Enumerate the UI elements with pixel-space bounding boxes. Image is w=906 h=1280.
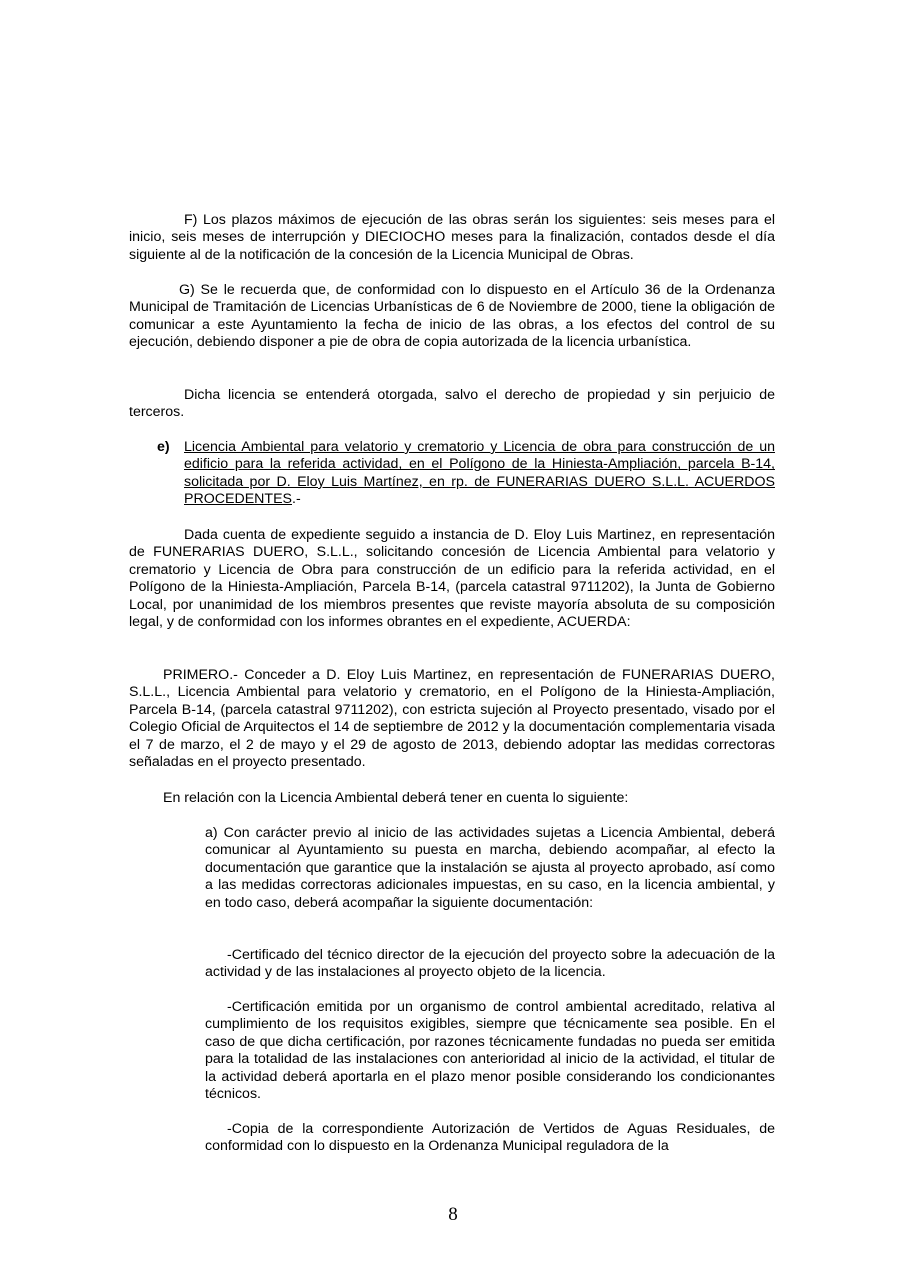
paragraph-copia-autorizacion: -Copia de la correspondiente Autorización de Vertidos de Aguas Residuales, de conformidad con lo dispuesto en la Ordenanza Municipal reguladora de la [205,1121,775,1155]
paragraph-dicha-licencia: Dicha licencia se entenderá otorgada, salvo el derecho de propiedad y sin perjuicio de terceros. [129,387,775,421]
item-e-underlined-text: Licencia Ambiental para velatorio y crematorio y Licencia de obra para construcción de un edificio para la referida actividad, en el Polígono de la Hiniesta-Ampliación, parcela B-14, solicitada por D. Eloy Luis Martínez, en rp. de FUNERARIAS DUERO S.L.L. ACUERDOS PROCEDENTES [184,439,775,508]
subparagraph-a: a) Con carácter previo al inicio de las actividades sujetas a Licencia Ambiental, deberá comunicar al Ayuntamiento su puesta en marcha, debiendo acompañar, al efecto la documentación que garantice que la instalación se ajusta al proyecto aprobado, así como a las medidas correctoras adicionales impuestas, en su caso, en la licencia ambiental, y en todo caso, deberá acompañar la siguiente documentación: [205,825,775,911]
item-e-heading [184,439,775,509]
page-number: 8 [448,1204,458,1225]
item-e-suffix: .- [292,491,301,508]
paragraph-primero: PRIMERO.- Conceder a D. Eloy Luis Martinez, en representación de FUNERARIAS DUERO, S.L.L., Licencia Ambiental para velatorio y crematorio, en el Polígono de la Hiniesta-Ampliación, Parcela B-14, (parcela catastral 9711202), con estricta sujeción al Proyecto presentado, visado por el Colegio Oficial de Arquitectos el 14 de septiembre de 2012 y la documentación complementaria visada el 7 de marzo, el 2 de mayo y el 29 de agosto de 2013, debiendo adoptar las medidas correctoras señaladas en el proyecto presentado. [129,667,775,771]
paragraph-en-relacion: En relación con la Licencia Ambiental deberá tener en cuenta lo siguiente: [163,790,629,806]
item-e-label: e) [157,439,170,455]
paragraph-certificacion-organismo: -Certificación emitida por un organismo de control ambiental acreditado, relativa al cumplimiento de los requisitos exigibles, siempre que técnicamente sea posible. En el caso de que dicha certificación, por razones técnicamente fundadas no pueda ser emitida para la totalidad de las instalaciones con anterioridad al inicio de la actividad, el titular de la actividad deberá aportarla en el plazo menor posible considerando los condicionantes técnicos. [205,999,775,1103]
paragraph-f: F) Los plazos máximos de ejecución de las obras serán los siguientes: seis meses para el inicio, seis meses de interrupción y DIECIOCHO meses para la finalización, contados desde el día siguiente al de la notificación de la concesión de la Licencia Municipal de Obras. [129,212,775,263]
paragraph-certificado-tecnico: -Certificado del técnico director de la ejecución del proyecto sobre la adecuación de la actividad y de las instalaciones al proyecto objeto de la licencia. [205,947,775,981]
item-e [157,439,775,509]
paragraph-g: G) Se le recuerda que, de conformidad con lo dispuesto en el Artículo 36 de la Ordenanza Municipal de Tramitación de Licencias Urbanísticas de 6 de Noviembre de 2000, tiene la obligación de comunicar a este Ayuntamiento la fecha de inicio de las obras, a los efectos del control de su ejecución, debiendo disponer a pie de obra de copia autorizada de la licencia urbanística. [129,282,775,351]
paragraph-dada-cuenta: Dada cuenta de expediente seguido a instancia de D. Eloy Luis Martinez, en representación de FUNERARIAS DUERO, S.L.L., solicitando concesión de Licencia Ambiental para velatorio y crematorio y Licencia de Obra para construcción de un edificio para la referida actividad, en el Polígono de la Hiniesta-Ampliación, Parcela B-14, (parcela catastral 9711202), la Junta de Gobierno Local, por unanimidad de los miembros presentes que reviste mayoría absoluta de su composición legal, y de conformidad con los informes obrantes en el expediente, ACUERDA: [129,527,775,631]
